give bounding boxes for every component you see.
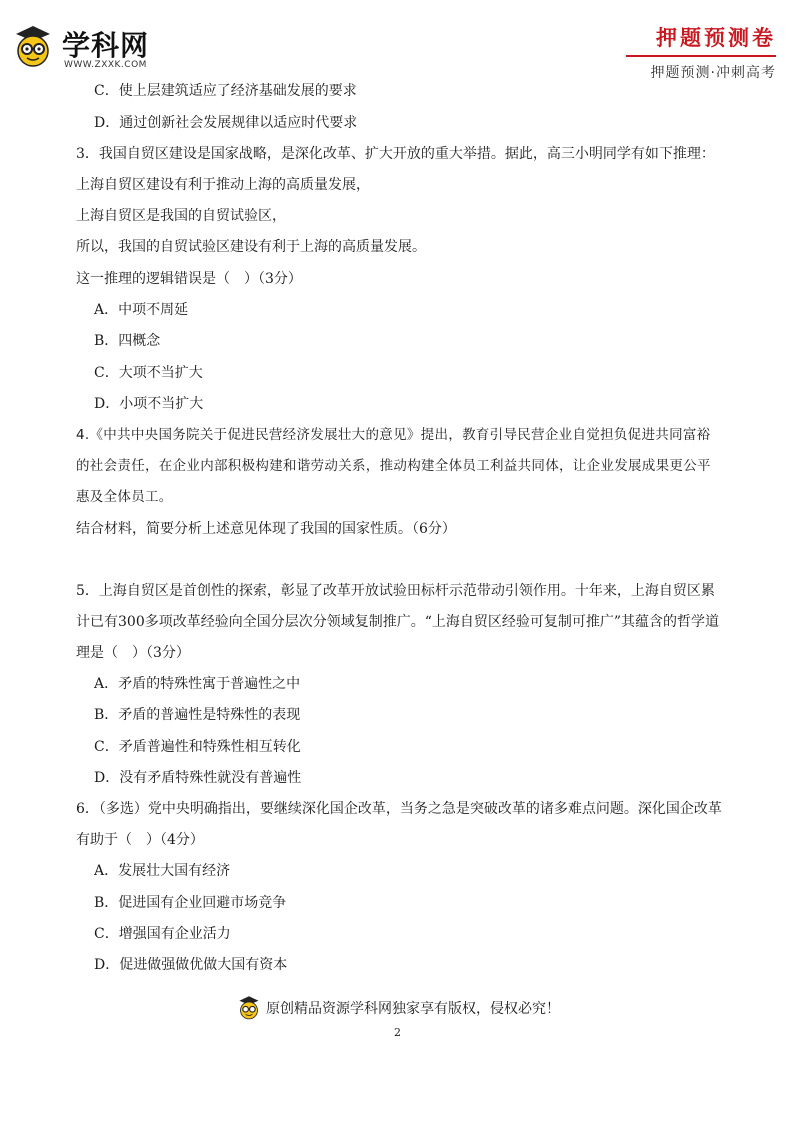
question-4-stem-2: 的社会责任，在企业内部积极构建和谐劳动关系，推动构建全体员工利益共同体，让企业发展成果更公平 [76,458,711,474]
question-5-stem-1: 5．上海自贸区是首创性的探索，彰显了改革开放试验田标杆示范带动引领作用。十年来，上海自贸区累 [76,583,715,599]
option-2d: D．通过创新社会发展规律以适应时代要求 [94,115,358,131]
question-4-prompt: 结合材料，简要分析上述意见体现了我国的国家性质。（6分） [76,521,456,537]
mascot-small-icon [236,994,262,1020]
option-6a: A．发展壮大国有经济 [94,863,231,879]
option-6c: C．增强国有企业活力 [94,926,231,942]
question-6-stem-1: 6．（多选）党中央明确指出，要继续深化国企改革，当务之急是突破改革的诸多难点问题。深化国企改革 [76,801,722,817]
option-2c: C．使上层建筑适应了经济基础发展的要求 [94,83,357,99]
option-3d: D．小项不当扩大 [94,396,204,412]
brand-header [626,22,776,82]
question-3-premise-2: 上海自贸区是我国的自贸试验区， [76,208,286,224]
logo-url: WWW.ZXXK.COM [64,60,147,70]
copyright-footer [236,994,566,1020]
question-5-stem-2: 计已有300多项改革经验向全国分层次分领域复制推广。“上海自贸区经验可复制可推广”其蕴含的哲学道 [76,614,720,630]
question-4-stem-1: 4.《中共中央国务院关于促进民营经济发展壮大的意见》提出，教育引导民营企业自觉担负促进共同富裕 [76,427,711,443]
question-3-premise-1: 上海自贸区建设有利于推动上海的高质量发展， [76,177,370,193]
option-3c: C．大项不当扩大 [94,365,203,381]
brand-subtitle: 押题预测·冲刺高考 [650,65,776,81]
brand-title: 押题预测卷 [656,25,776,50]
option-5d: D．没有矛盾特殊性就没有普遍性 [94,770,302,786]
option-6b: B．促进国有企业回避市场竞争 [94,895,287,911]
option-3a: A．中项不周延 [94,302,189,318]
question-4-stem-3: 惠及全体员工。 [76,489,173,505]
brand-divider [626,55,776,57]
option-5a: A．矛盾的特殊性寓于普遍性之中 [94,676,301,692]
option-5c: C．矛盾普遍性和特殊性相互转化 [94,739,301,755]
xuekewang-logo [10,20,170,76]
option-6d: D．促进做强做优做大国有资本 [94,957,288,973]
option-3b: B．四概念 [94,333,161,349]
page-number: 2 [394,1026,401,1039]
logo-text: 学科网 [62,29,150,62]
option-5b: B．矛盾的普遍性是特殊性的表现 [94,707,301,723]
copyright-notice: 原创精品资源学科网独家享有版权，侵权必究！ [266,1001,560,1017]
question-3-prompt: 这一推理的逻辑错误是（ ）（3分） [76,271,302,287]
question-6-stem-2: 有助于（ ）（4分） [76,832,204,848]
mascot-icon [10,22,56,68]
question-3-stem: 3．我国自贸区建设是国家战略，是深化改革、扩大开放的重大举措。据此，高三小明同学有如下推理： [76,146,715,162]
question-5-stem-3: 理是（ ）（3分） [76,645,190,661]
question-3-conclusion: 所以，我国的自贸试验区建设有利于上海的高质量发展。 [76,239,426,255]
